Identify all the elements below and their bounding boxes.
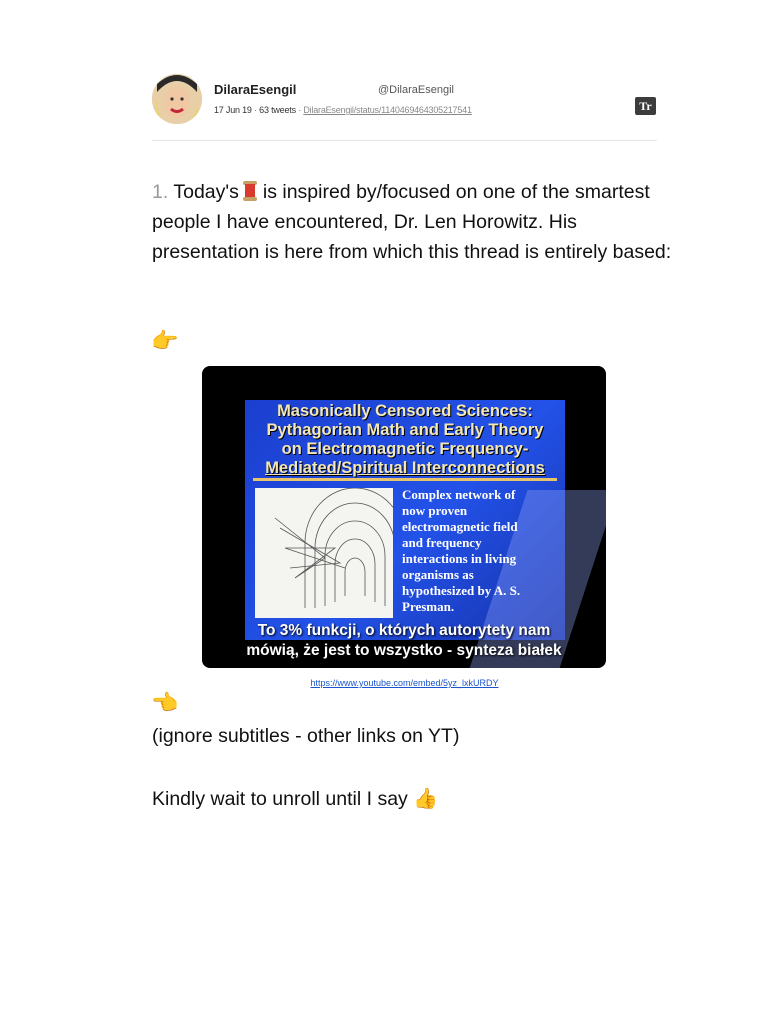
unroll-text: Kindly wait to unroll until I say <box>152 788 408 810</box>
slide-body-line: Presman. <box>402 599 455 614</box>
slide-title-line: Pythagorian Math and Early Theory <box>266 421 544 439</box>
slide-body-line: organisms as <box>402 567 474 582</box>
tweet-header <box>152 72 657 141</box>
slide-body-line: electromagnetic field <box>402 519 518 534</box>
thumbs-up-icon: 👍 <box>413 786 439 810</box>
slide-title-line: Masonically Censored Sciences: <box>277 402 533 420</box>
slide-title <box>245 402 565 478</box>
ignore-subtitles-text: (ignore subtitles - other links on YT) <box>152 725 460 747</box>
slide-title-line: Mediated/Spiritual Interconnections <box>265 459 545 477</box>
tweet-number: 1. <box>152 181 169 203</box>
frequency-diagram <box>255 488 393 618</box>
tweet-count: 63 tweets <box>259 105 296 115</box>
subtitle-line: mówią, że jest to wszystko - synteza białek <box>246 642 562 659</box>
translate-badge-icon[interactable]: Tr <box>635 97 656 115</box>
unroll-notice <box>152 784 438 813</box>
pointing-left-icon: 👈 <box>151 691 179 716</box>
pointing-right-icon: 👉 <box>151 329 179 354</box>
subtitle-line: To 3% funkcji, o których autorytety nam <box>257 622 551 639</box>
tweet-date: 17 Jun 19 <box>214 105 252 115</box>
slide-body-line: interactions in living <box>402 551 517 566</box>
slide-body-line: Complex network of <box>402 487 516 502</box>
slide-title-line: on Electromagnetic Frequency- <box>281 440 529 458</box>
video-embed[interactable] <box>202 366 606 668</box>
avatar[interactable] <box>152 74 202 124</box>
thread-spool-icon <box>243 181 257 201</box>
video-subtitles <box>202 621 606 661</box>
slide-body-line: now proven <box>402 503 468 518</box>
tweet-text-after: is inspired by/focused on one of the smartest people I have encountered, Dr. Len Horowitz. His presentation is here from which this thread is entirely based: <box>152 181 672 263</box>
meta-separator: · <box>254 105 260 115</box>
slide-body-line: and frequency <box>402 535 482 550</box>
slide-divider <box>253 478 557 481</box>
slide-body <box>402 487 562 615</box>
tweet-meta <box>214 105 472 115</box>
video-slide <box>245 400 565 640</box>
tweet-text <box>152 177 672 267</box>
video-link[interactable]: https://www.youtube.com/embed/5yz_lxkURDY <box>310 678 499 688</box>
tweet-text-before: Today's <box>173 181 239 203</box>
slide-body-line: hypothesized by A. S. <box>402 583 521 598</box>
user-handle[interactable]: @DilaraEsengil <box>378 84 454 96</box>
display-name[interactable]: DilaraEsengil <box>214 82 297 97</box>
meta-separator: · <box>298 105 304 115</box>
status-link[interactable]: DilaraEsengil/status/1140469464305217541 <box>303 105 472 115</box>
